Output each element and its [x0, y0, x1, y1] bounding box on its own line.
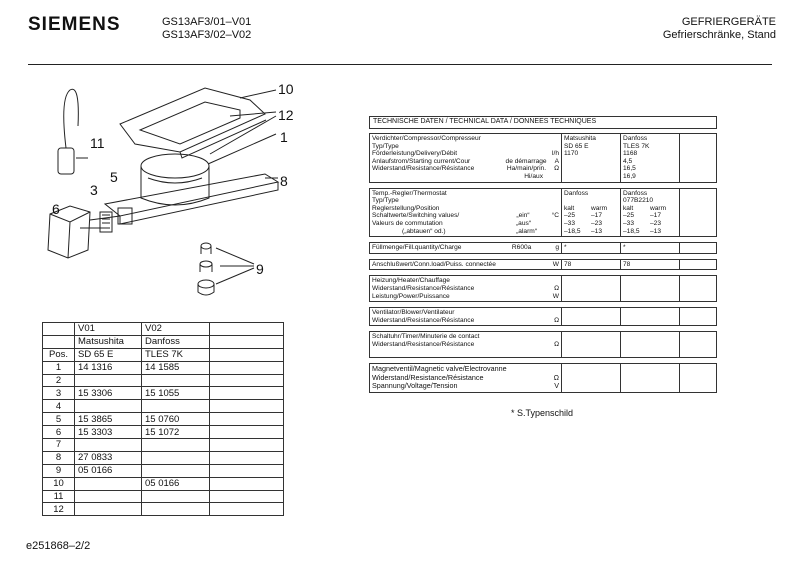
- pos-cell: 2: [43, 374, 75, 387]
- timer-res-unit: Ω: [554, 340, 559, 348]
- switching-label: Schaltwerte/Switching values/: [372, 212, 460, 220]
- fan-block: [369, 307, 717, 326]
- value-pair: [564, 212, 618, 220]
- typenschild-note: * S.Typenschild: [511, 408, 574, 418]
- value-line: 077B2210: [623, 197, 654, 205]
- pos-cell: 9: [43, 464, 75, 477]
- power-unit: W: [552, 260, 559, 268]
- v02-cell: [142, 490, 210, 503]
- value-pair: [564, 205, 618, 213]
- pos-cell: 11: [43, 490, 75, 503]
- header-rule: [28, 64, 772, 65]
- empty-col: [679, 189, 716, 237]
- fan-label: Ventilator/Blower/Ventilateur: [372, 309, 455, 317]
- v01-cell: 15 3865: [75, 413, 142, 426]
- v02-cell: [142, 400, 210, 413]
- callout-1: 1: [280, 129, 288, 145]
- value: –13: [650, 227, 662, 235]
- thermostat-label: Temp.-Regler/Thermostat: [372, 189, 447, 197]
- heater-res-label: Widerstand/Resistance/Résistance: [372, 284, 475, 292]
- pos-cell: 10: [43, 477, 75, 490]
- value-line: 16,9: [623, 172, 636, 180]
- callout-12: 12: [278, 107, 294, 123]
- header-row: [43, 335, 284, 348]
- empty-col: [679, 364, 716, 391]
- empty-cell: [210, 348, 284, 361]
- value: –25: [564, 212, 576, 220]
- delivery-label: Förderleistung/Delivery/Débit: [372, 150, 458, 158]
- table-row: [43, 374, 284, 387]
- table-row: [43, 490, 284, 503]
- fan-v01: [561, 308, 620, 325]
- empty-cell: [210, 335, 284, 348]
- switch-off: „aus“: [515, 219, 531, 227]
- v02-cell: [142, 464, 210, 477]
- pos-cell: 7: [43, 439, 75, 452]
- header-row: [43, 323, 284, 336]
- empty-cell: [210, 413, 284, 426]
- value-line: 4,5: [623, 157, 633, 165]
- value-pair: [564, 228, 618, 236]
- callout-3: 3: [90, 182, 98, 198]
- pos-cell: 6: [43, 426, 75, 439]
- value: kalt: [564, 204, 575, 212]
- switch-alarm: „alarm“: [516, 227, 537, 235]
- v02-cell: 15 0760: [142, 413, 210, 426]
- value: kalt: [623, 204, 634, 212]
- value-line: Danfoss: [623, 135, 648, 142]
- value: –17: [650, 212, 662, 220]
- table-row: [43, 413, 284, 426]
- valve-res-label: Widerstand/Resistance/Résistance: [372, 372, 484, 382]
- v02-cell: V02: [142, 323, 210, 336]
- model-1: GS13AF3/01–V01: [162, 16, 252, 28]
- valve-volt-unit: V: [554, 381, 559, 391]
- technical-data-table: [369, 116, 717, 393]
- compressor-label: Verdichter/Compressor/Compresseur: [372, 135, 481, 142]
- callout-5: 5: [110, 169, 118, 185]
- value: –23: [591, 219, 603, 227]
- value-line: [564, 173, 618, 181]
- empty-cell: [210, 374, 284, 387]
- model-numbers: [162, 16, 251, 42]
- value-pair: [623, 228, 677, 236]
- table-row: [43, 361, 284, 374]
- delivery-unit: l/h: [552, 150, 559, 158]
- empty-cell: [210, 361, 284, 374]
- switch-on: „ein“: [516, 212, 530, 220]
- value: –33: [564, 219, 576, 227]
- value: warm: [650, 204, 667, 212]
- value: –17: [591, 212, 603, 220]
- compressor-col-v01: [561, 134, 620, 182]
- heater-v01: [561, 276, 620, 301]
- callout-9: 9: [256, 261, 264, 277]
- celsius-unit: °C: [551, 212, 559, 220]
- empty-cell: [210, 387, 284, 400]
- v02-cell: 14 1585: [142, 361, 210, 374]
- value-line: [564, 158, 618, 166]
- value-line: [564, 197, 618, 205]
- heater-power-label: Leistung/Power/Puissance: [372, 292, 450, 300]
- v01-cell: SD 65 E: [75, 348, 142, 361]
- empty-cell: [210, 323, 284, 336]
- compressor-block: [369, 133, 717, 183]
- thermo-type-label: Typ/Type: [372, 197, 399, 205]
- table-row: [43, 503, 284, 516]
- valeurs-label: Valeurs de commutation: [372, 219, 443, 227]
- empty-cell: [210, 439, 284, 452]
- value-pair: [623, 212, 677, 220]
- table-row: [43, 426, 284, 439]
- value: –23: [650, 219, 662, 227]
- empty-cell: [210, 490, 284, 503]
- pos-cell: 5: [43, 413, 75, 426]
- valve-label: Magnetventil/Magnetic valve/Electrovanne: [372, 364, 507, 374]
- heater-label: Heizung/Heater/Chauffage: [372, 277, 450, 285]
- v02-cell: TLES 7K: [142, 348, 210, 361]
- thermostat-block: [369, 188, 717, 238]
- v02-cell: 05 0166: [142, 477, 210, 490]
- valve-res-unit: Ω: [553, 372, 559, 382]
- value: –18,5: [564, 227, 581, 235]
- callout-6: 6: [52, 201, 60, 217]
- value: –25: [623, 212, 635, 220]
- value-pair: [564, 220, 618, 228]
- value-line: Danfoss: [564, 189, 589, 197]
- v01-cell: 05 0166: [75, 464, 142, 477]
- empty-col: [679, 260, 716, 270]
- power-block: [369, 259, 717, 271]
- pos-cell: 4: [43, 400, 75, 413]
- v01-cell: Matsushita: [75, 335, 142, 348]
- category-2: Gefrierschränke, Stand: [662, 29, 776, 41]
- timer-block: [369, 331, 717, 358]
- compressor-col-v02: [620, 134, 679, 182]
- v02-cell: [142, 451, 210, 464]
- type-label: Typ/Type: [372, 142, 399, 150]
- category-1: GEFRIERGERÄTE: [681, 16, 776, 28]
- resistance-unit: Ω: [554, 165, 559, 173]
- pos-cell: 1: [43, 361, 75, 374]
- v01-cell: [75, 490, 142, 503]
- timer-label: Schaltuhr/Timer/Minuterie de contact: [372, 333, 480, 341]
- document-id: e251868–2/2: [26, 540, 91, 552]
- resistance-label: Widerstand/Resistance/Résistance: [372, 165, 475, 173]
- empty-col: [679, 308, 716, 325]
- v01-cell: 15 3303: [75, 426, 142, 439]
- valve-volt-label: Spannung/Voltage/Tension: [372, 381, 458, 391]
- fill-unit: g: [555, 244, 559, 252]
- table-row: [43, 439, 284, 452]
- power-label: Anschlußwert/Conn.load/Puiss. connectée: [372, 260, 496, 268]
- starting-label-b: de démarrage: [505, 157, 547, 165]
- fan-v02: [620, 308, 679, 325]
- empty-cell: [210, 503, 284, 516]
- fill-label: Füllmenge/Fill.quantity/Charge: [372, 244, 462, 252]
- heater-res-unit: Ω: [554, 284, 559, 292]
- defrost-label: („abtauen“ od.): [402, 227, 446, 235]
- value: –33: [623, 219, 635, 227]
- header-row: [43, 348, 284, 361]
- table-row: [43, 464, 284, 477]
- value: –18,5: [623, 227, 640, 235]
- callout-10: 11: [90, 135, 105, 151]
- fan-res-label: Widerstand/Resistance/Résistance: [372, 316, 475, 324]
- starting-unit: A: [554, 157, 559, 165]
- empty-cell: [210, 400, 284, 413]
- category: [663, 16, 776, 42]
- value-line: Matsushita: [564, 135, 596, 142]
- fill-v01: *: [561, 243, 620, 253]
- empty-col: [679, 332, 716, 357]
- thermostat-col-v02: [620, 189, 679, 237]
- empty-cell: [210, 451, 284, 464]
- table-row: [43, 400, 284, 413]
- v02-cell: 15 1072: [142, 426, 210, 439]
- v01-cell: [75, 400, 142, 413]
- tech-title: TECHNISCHE DATEN / TECHNICAL DATA / DONNEES TECHNIQUES: [369, 116, 717, 129]
- valve-v01: [561, 364, 620, 391]
- empty-col: [679, 134, 716, 182]
- valve-v02: [620, 364, 679, 391]
- heater-power-unit: W: [552, 292, 559, 300]
- v02-cell: [142, 439, 210, 452]
- v01-cell: [75, 374, 142, 387]
- pos-cell: [43, 335, 75, 348]
- value-line: SD 65 E: [564, 142, 589, 150]
- v02-cell: [142, 374, 210, 387]
- power-v01: 78: [561, 260, 620, 270]
- v01-cell: 27 0833: [75, 451, 142, 464]
- pos-cell: 12: [43, 503, 75, 516]
- value-pair: [623, 220, 677, 228]
- empty-col: [679, 243, 716, 253]
- v02-cell: [142, 503, 210, 516]
- v02-cell: Danfoss: [142, 335, 210, 348]
- value-pair: [623, 205, 677, 213]
- v01-cell: 14 1316: [75, 361, 142, 374]
- empty-cell: [210, 426, 284, 439]
- heater-block: [369, 275, 717, 302]
- value-line: TLES 7K: [623, 142, 650, 150]
- fill-v02: *: [620, 243, 679, 253]
- timer-v01: [561, 332, 620, 357]
- value: –13: [591, 227, 603, 235]
- v01-cell: 15 3306: [75, 387, 142, 400]
- v02-cell: 15 1055: [142, 387, 210, 400]
- position-label: Reglerstellung/Position: [372, 204, 440, 212]
- v01-cell: [75, 439, 142, 452]
- table-row: [43, 451, 284, 464]
- timer-res-label: Widerstand/Resistance/Résistance: [372, 340, 475, 348]
- refrigerant: R600a: [511, 244, 532, 252]
- table-row: [43, 387, 284, 400]
- brand-logo: SIEMENS: [28, 14, 121, 35]
- value-line: 1168: [623, 150, 638, 158]
- parts-table: [42, 322, 284, 516]
- pos-cell: 8: [43, 451, 75, 464]
- resistance-main: Ha/main/prin.: [506, 165, 547, 173]
- v01-cell: [75, 477, 142, 490]
- value-line: 1170: [564, 150, 579, 158]
- valve-block: [369, 363, 717, 392]
- pos-cell: 3: [43, 387, 75, 400]
- fan-res-unit: Ω: [554, 316, 559, 324]
- callout-8: 8: [280, 173, 288, 189]
- empty-cell: [210, 464, 284, 477]
- starting-label: Anlaufstrom/Starting current/Cour: [372, 157, 471, 165]
- callout-11: 10: [278, 81, 294, 97]
- v01-cell: [75, 503, 142, 516]
- model-2: GS13AF3/02–V02: [162, 29, 252, 41]
- value: warm: [591, 204, 608, 212]
- value-line: Danfoss: [623, 189, 648, 197]
- timer-v02: [620, 332, 679, 357]
- table-row: [43, 477, 284, 490]
- exploded-parts-diagram: [40, 78, 310, 313]
- empty-col: [679, 276, 716, 301]
- value-line: 16,5: [623, 165, 636, 173]
- pos-cell: [43, 323, 75, 336]
- empty-cell: [210, 477, 284, 490]
- resistance-aux: Hi/aux: [524, 172, 543, 180]
- value-line: [564, 165, 618, 173]
- pos-cell: Pos.: [43, 348, 75, 361]
- v01-cell: V01: [75, 323, 142, 336]
- power-v02: 78: [620, 260, 679, 270]
- thermostat-col-v01: [561, 189, 620, 237]
- fill-block: [369, 242, 717, 254]
- heater-v02: [620, 276, 679, 301]
